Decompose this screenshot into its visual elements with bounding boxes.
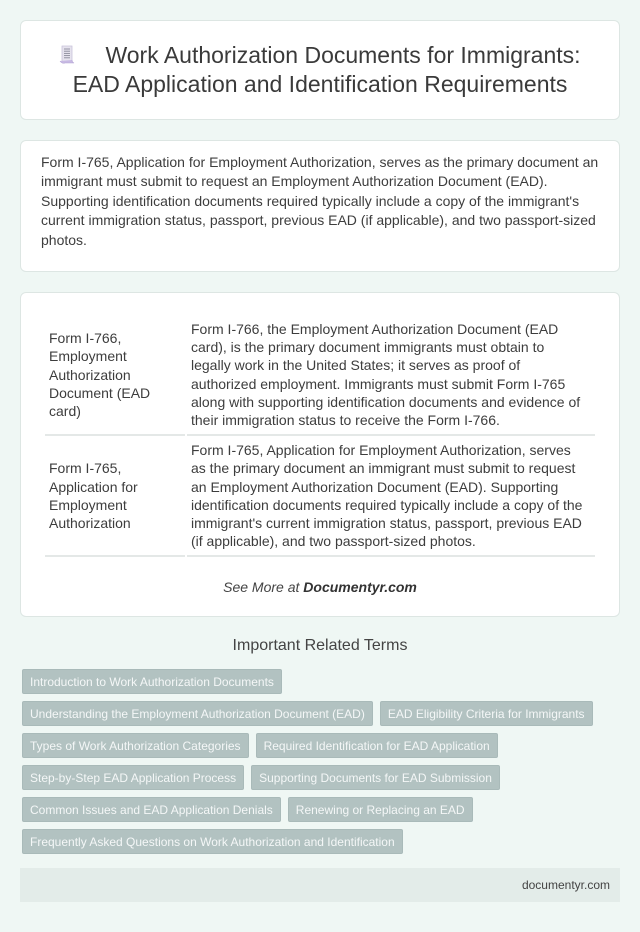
related-term-tag[interactable]: Required Identification for EAD Application: [256, 733, 498, 758]
definitions-table: [43, 315, 597, 557]
see-more: [43, 579, 597, 595]
related-term-tag[interactable]: Supporting Documents for EAD Submission: [251, 765, 500, 790]
term-cell: Form I-765, Application for Employment Authorization: [45, 436, 185, 557]
related-term-tag[interactable]: Step-by-Step EAD Application Process: [22, 765, 244, 790]
description-cell: Form I-765, Application for Employment Authorization, serves as the primary document an immigrant must submit to request an Employment Authorization Document (EAD). Supporting identification documents required typically include a copy of the immigrant's current immigration status, passport, previous EAD (if applicable), and two passport-sized photos.: [187, 436, 595, 557]
definitions-card: [20, 292, 620, 617]
related-term-tag[interactable]: Types of Work Authorization Categories: [22, 733, 249, 758]
description-cell: Form I-766, the Employment Authorization Document (EAD card), is the primary document immigrants must obtain to legally work in the United States; it serves as proof of authorized employment. Immigrants must submit Form I-765 along with supporting identification documents and evidence of their immigration status to receive the Form I-766.: [187, 315, 595, 436]
related-term-tag[interactable]: Frequently Asked Questions on Work Authorization and Identification: [22, 829, 403, 854]
related-term-tag[interactable]: Renewing or Replacing an EAD: [288, 797, 473, 822]
related-terms-title: Important Related Terms: [232, 637, 408, 654]
title-text: Work Authorization Documents for Immigrants: EAD Application and Identification Requirements: [72, 42, 581, 97]
term-cell: Form I-766, Employment Authorization Document (EAD card): [45, 315, 185, 436]
related-terms-list: [20, 669, 620, 854]
see-more-prefix: See More at: [223, 579, 304, 596]
footer-site[interactable]: documentyr.com: [521, 878, 610, 892]
table-row: [45, 436, 595, 557]
see-more-link[interactable]: Documentyr.com: [303, 579, 417, 596]
related-term-tag[interactable]: EAD Eligibility Criteria for Immigrants: [380, 701, 593, 726]
related-term-tag[interactable]: Understanding the Employment Authorization Document (EAD): [22, 701, 373, 726]
footer: [20, 868, 620, 902]
related-term-tag[interactable]: Introduction to Work Authorization Documents: [22, 669, 282, 694]
page-title: [41, 41, 599, 99]
title-card: [20, 20, 620, 120]
table-row: [45, 315, 595, 436]
document-icon: [59, 43, 75, 63]
summary-card: [20, 140, 620, 272]
summary-text: Form I-765, Application for Employment Authorization, serves as the primary document an immigrant must submit to request an Employment Authorization Document (EAD). Supporting identification documents required typically include a copy of the immigrant's current immigration status, passport, previous EAD (if applicable), and two passport-sized photos.: [41, 154, 599, 248]
related-term-tag[interactable]: Common Issues and EAD Application Denials: [22, 797, 281, 822]
